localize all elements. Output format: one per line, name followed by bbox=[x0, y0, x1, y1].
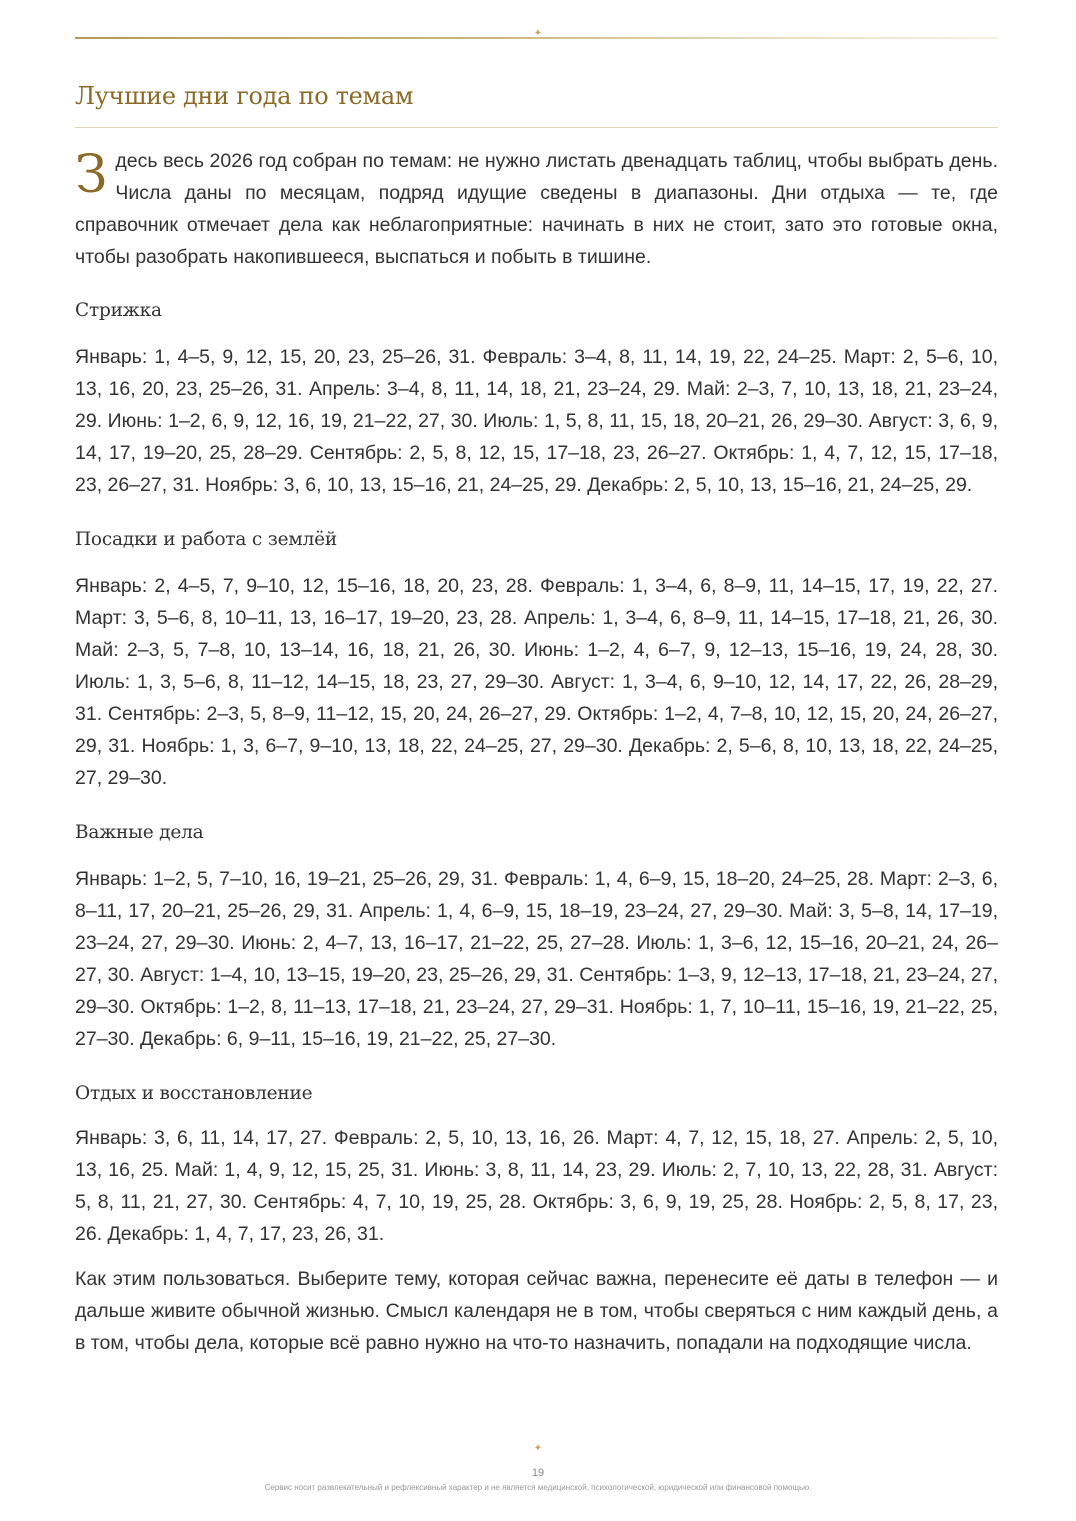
section-title-haircut: Стрижка bbox=[75, 300, 162, 321]
intro-text: десь весь 2026 год собран по темам: не нужно листать двенадцать таблиц, чтобы выбрать день. Числа даны по месяцам, подряд идущие сведены в диапазоны. Дни отдыха — те, где справочник отмечает дела как неблагоприятные: начинать в них не стоит, зато это готовые окна, чтобы разобрать накопившееся, выспаться и побыть в тишине. bbox=[75, 150, 998, 268]
page-number: 19 bbox=[531, 1467, 545, 1479]
closing-paragraph: Как этим пользоваться. Выберите тему, которая сейчас важна, перенесите её даты в телефон — и дальше живите обычной жизнью. Смысл календаря не в том, чтобы сверяться с ним каждый день, а в том, чтобы дела, которые всё равно нужно на что-то назначить, попадали на подходящие числа. bbox=[75, 1268, 998, 1354]
section-text-planting: Январь: 2, 4–5, 7, 9–10, 12, 15–16, 18, 20, 23, 28. Февраль: 1, 3–4, 6, 8–9, 11, 14–15, 17, 19, 22, 27. Март: 3, 5–6, 8, 10–11, 13, 16–17, 19–20, 23, 28. Апрель: 1, 3–4, 6, 8–9, 11, 14–15, 17–18, 21, 26, 30. Май: 2–3, 5, 7–8, 10, 13–14, 16, 18, 21, 26, 30. Июнь: 1–2, 4, 6–7, 9, 12–13, 15–16, 19, 24, 28, 30. Июль: 1, 3, 5–6, 8, 11–12, 14–15, 18, 23, 27, 29–30. Август: 1, 3–4, 6, 9–10, 12, 14, 17, 22, 26, 28–29, 31. Сентябрь: 2–3, 5, 8–9, 11–12, 15, 20, 24, 26–27, 29. Октябрь: 1–2, 4, 7–8, 10, 12, 15, 20, 24, 26–27, 29, 31. Ноябрь: 1, 3, 6–7, 9–10, 13, 18, 22, 24–25, 27, 29–30. Декабрь: 2, 5–6, 8, 10, 13, 18, 22, 24–25, 27, 29–30. bbox=[75, 575, 998, 789]
intro-paragraph bbox=[75, 145, 998, 273]
drop-cap: З bbox=[75, 145, 108, 205]
section-text-haircut: Январь: 1, 4–5, 9, 12, 15, 20, 23, 25–26, 31. Февраль: 3–4, 8, 11, 14, 19, 22, 24–25. Март: 2, 5–6, 10, 13, 16, 20, 23, 25–26, 31. Апрель: 3–4, 8, 11, 14, 18, 21, 23–24, 29. Май: 2–3, 7, 10, 13, 18, 21, 23–24, 29. Июнь: 1–2, 6, 9, 12, 16, 19, 21–22, 27, 30. Июль: 1, 5, 8, 11, 15, 18, 20–21, 26, 29–30. Август: 3, 6, 9, 14, 17, 19–20, 25, 28–29. Сентябрь: 2, 5, 8, 12, 15, 17–18, 23, 26–27. Октябрь: 1, 4, 7, 12, 15, 17–18, 23, 26–27, 31. Ноябрь: 3, 6, 10, 13, 15–16, 21, 24–25, 29. Декабрь: 2, 5, 10, 13, 15–16, 21, 24–25, 29. bbox=[75, 346, 998, 496]
section-title-important: Важные дела bbox=[75, 822, 204, 843]
section-title-planting: Посадки и работа с землёй bbox=[75, 529, 338, 550]
footer-disclaimer: Сервис носит развлекательный и рефлексивный характер и не является медицинской, психологической, юридической или финансовой помощью. bbox=[264, 1483, 812, 1492]
title-divider bbox=[75, 127, 998, 128]
page-title: Лучшие дни года по темам bbox=[75, 82, 414, 110]
bottom-diamond-ornament-icon: ✦ bbox=[533, 1443, 543, 1454]
section-text-rest: Январь: 3, 6, 11, 14, 17, 27. Февраль: 2, 5, 10, 13, 16, 26. Март: 4, 7, 12, 15, 18, 27. Апрель: 2, 5, 10, 13, 16, 25. Май: 1, 4, 9, 12, 15, 25, 31. Июнь: 3, 8, 11, 14, 23, 29. Июль: 2, 7, 10, 13, 22, 28, 31. Август: 5, 8, 11, 21, 27, 30. Сентябрь: 4, 7, 10, 19, 25, 28. Октябрь: 3, 6, 9, 19, 25, 28. Ноябрь: 2, 5, 8, 17, 23, 26. Декабрь: 1, 4, 7, 17, 23, 26, 31. bbox=[75, 1127, 998, 1245]
top-diamond-ornament-icon: ✦ bbox=[533, 28, 543, 39]
section-text-important: Январь: 1–2, 5, 7–10, 16, 19–21, 25–26, 29, 31. Февраль: 1, 4, 6–9, 15, 18–20, 24–25, 28. Март: 2–3, 6, 8–11, 17, 20–21, 25–26, 29, 31. Апрель: 1, 4, 6–9, 15, 18–19, 23–24, 27, 29–30. Май: 3, 5–8, 14, 17–19, 23–24, 27, 29–30. Июнь: 2, 4–7, 13, 16–17, 21–22, 25, 27–28. Июль: 1, 3–6, 12, 15–16, 20–21, 24, 26–27, 30. Август: 1–4, 10, 13–15, 19–20, 23, 25–26, 29, 31. Сентябрь: 1–3, 9, 12–13, 17–18, 21, 23–24, 27, 29–30. Октябрь: 1–2, 8, 11–13, 17–18, 21, 23–24, 27, 29–31. Ноябрь: 1, 7, 10–11, 15–16, 19, 21–22, 25, 27–30. Декабрь: 6, 9–11, 15–16, 19, 21–22, 25, 27–30. bbox=[75, 868, 998, 1050]
section-title-rest: Отдых и восстановление bbox=[75, 1083, 313, 1104]
